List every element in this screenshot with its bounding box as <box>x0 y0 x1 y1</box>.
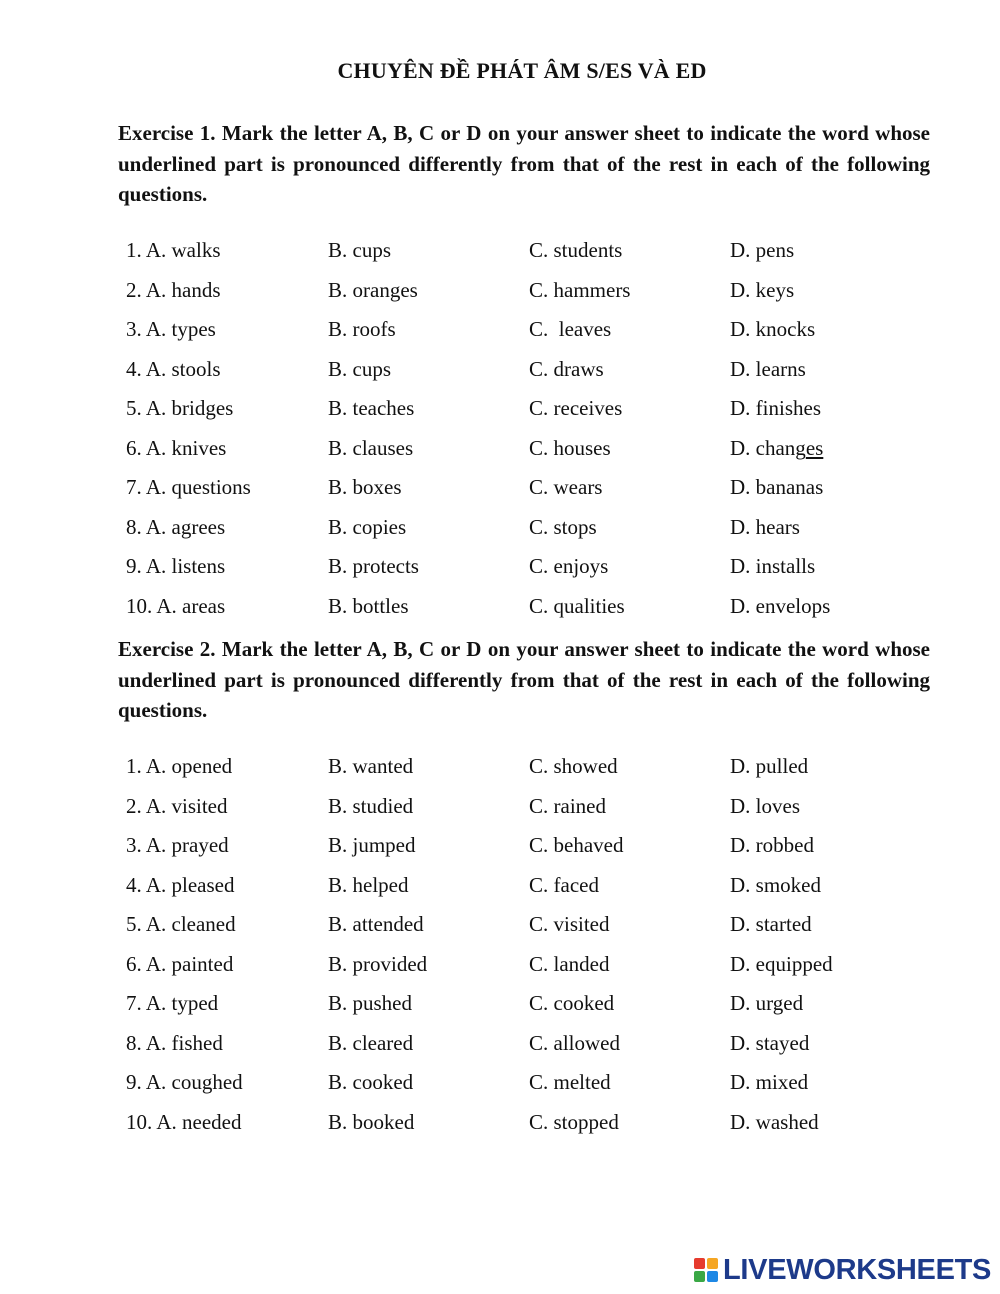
option-b: B. roofs <box>328 317 396 341</box>
option-a: 8. A. fished <box>126 1030 223 1055</box>
option-d: D. finishes <box>730 396 821 420</box>
option-b: B. cups <box>328 238 391 262</box>
option-b: B. protects <box>328 554 419 578</box>
question-row <box>126 594 926 634</box>
question-row <box>126 1031 926 1071</box>
option-b: B. clauses <box>328 435 414 460</box>
option-a: 1. A. walks <box>126 238 221 262</box>
option-b: B. copies <box>328 514 407 539</box>
option-c: C. showed <box>529 754 618 778</box>
question-row <box>126 396 926 436</box>
option-d: D. learns <box>730 356 806 381</box>
option-b: B. pushed <box>328 991 412 1015</box>
question-row <box>126 833 926 873</box>
option-a: 9. A. coughed <box>126 1070 243 1094</box>
option-b: B. provided <box>328 951 428 976</box>
option-d: D. loves <box>730 793 800 818</box>
option-c: C. stopped <box>529 1109 619 1134</box>
liveworksheets-logo[interactable] <box>693 1253 991 1287</box>
option-d: D. smoked <box>730 872 821 897</box>
option-b: B. booked <box>328 1109 415 1134</box>
option-b: B. attended <box>328 912 424 936</box>
liveworksheets-logo-icon <box>693 1257 719 1283</box>
option-d: D. bananas <box>730 475 824 499</box>
option-c: C. wears <box>529 475 603 499</box>
exercise-1-question-list <box>126 238 926 633</box>
option-d: D. pulled <box>730 754 809 778</box>
question-row <box>126 1070 926 1110</box>
option-d: D. pens <box>730 238 795 262</box>
option-a: 2. A. hands <box>126 277 221 302</box>
option-c: C. rained <box>529 793 606 818</box>
option-c: C. melted <box>529 1070 611 1094</box>
option-a: 2. A. visited <box>126 793 228 818</box>
question-row <box>126 357 926 397</box>
option-d: D. equipped <box>730 951 833 976</box>
option-c: C. cooked <box>529 991 615 1015</box>
question-row <box>126 515 926 555</box>
question-row <box>126 991 926 1031</box>
option-c: C. visited <box>529 912 610 936</box>
option-b: B. teaches <box>328 396 415 420</box>
logo-text: LIVEWORKSHEETS <box>723 1253 992 1286</box>
option-d: D. washed <box>730 1109 819 1134</box>
option-a: 9. A. listens <box>126 554 226 578</box>
option-b: B. bottles <box>328 593 409 618</box>
option-c: C. behaved <box>529 833 624 857</box>
question-row <box>126 278 926 318</box>
option-a: 3. A. prayed <box>126 833 229 857</box>
option-d: D. keys <box>730 277 795 302</box>
question-row <box>126 873 926 913</box>
page-title: CHUYÊN ĐỀ PHÁT ÂM S/ES VÀ ED <box>337 58 707 83</box>
option-c: C. enjoys <box>529 554 609 578</box>
option-c: C. hammers <box>529 277 631 302</box>
option-d: D. knocks <box>730 317 816 341</box>
question-row <box>126 912 926 952</box>
option-b: B. cooked <box>328 1070 414 1094</box>
exercise-1-instruction: Exercise 1. Mark the letter A, B, C or D on your answer sheet to indicate the word whose underlined part is pronounced differently from that of the rest in each of the following questions. <box>118 121 930 206</box>
option-d: D. hears <box>730 514 800 539</box>
option-b: B. cups <box>328 356 391 381</box>
option-a: 5. A. cleaned <box>126 912 236 936</box>
option-a: 1. A. opened <box>126 754 233 778</box>
option-b: B. jumped <box>328 833 416 857</box>
option-b: B. cleared <box>328 1030 414 1055</box>
question-row <box>126 952 926 992</box>
option-a: 3. A. types <box>126 317 216 341</box>
option-a: 10. A. areas <box>126 593 226 618</box>
option-d: D. stayed <box>730 1030 810 1055</box>
option-b: B. boxes <box>328 475 402 499</box>
option-b: B. wanted <box>328 754 414 778</box>
option-c: C. receives <box>529 396 623 420</box>
exercise-2-instruction: Exercise 2. Mark the letter A, B, C or D on your answer sheet to indicate the word whose underlined part is pronounced differently from that of the rest in each of the following questions. <box>118 637 930 722</box>
question-row <box>126 436 926 476</box>
option-a: 4. A. stools <box>126 356 221 381</box>
option-c: C. landed <box>529 951 610 976</box>
option-d: D. envelops <box>730 593 831 618</box>
option-a: 5. A. bridges <box>126 396 234 420</box>
option-c: C. qualities <box>529 593 625 618</box>
option-a: 6. A. painted <box>126 951 234 976</box>
option-c: C. faced <box>529 872 599 897</box>
option-d: D. installs <box>730 554 816 578</box>
option-d: D. started <box>730 912 812 936</box>
option-d: D. mixed <box>730 1070 809 1094</box>
question-row <box>126 1110 926 1150</box>
option-d: D. robbed <box>730 833 814 857</box>
option-d: D. changes <box>730 435 824 460</box>
question-row <box>126 554 926 594</box>
option-a: 4. A. pleased <box>126 872 235 897</box>
option-a: 7. A. typed <box>126 991 219 1015</box>
option-a: 10. A. needed <box>126 1109 242 1134</box>
option-a: 8. A. agrees <box>126 514 226 539</box>
option-a: 6. A. knives <box>126 435 227 460</box>
question-row <box>126 317 926 357</box>
option-b: B. oranges <box>328 277 418 302</box>
option-c: C. leaves <box>529 317 612 341</box>
question-row <box>126 794 926 834</box>
option-c: C. stops <box>529 514 597 539</box>
question-row <box>126 754 926 794</box>
option-c: C. draws <box>529 356 604 381</box>
option-b: B. studied <box>328 793 414 818</box>
exercise-2-question-list <box>126 754 926 1149</box>
option-c: C. students <box>529 238 623 262</box>
option-a: 7. A. questions <box>126 475 251 499</box>
question-row <box>126 238 926 278</box>
option-c: C. houses <box>529 435 611 460</box>
option-b: B. helped <box>328 872 409 897</box>
option-c: C. allowed <box>529 1030 620 1055</box>
question-row <box>126 475 926 515</box>
option-d: D. urged <box>730 991 804 1015</box>
